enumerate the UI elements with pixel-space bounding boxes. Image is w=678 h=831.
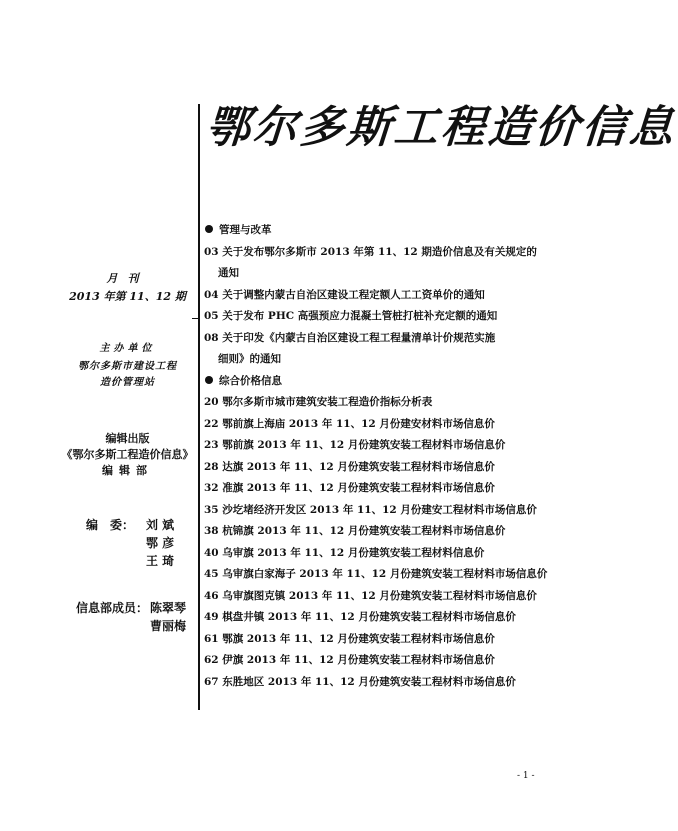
rule-tick	[192, 318, 200, 319]
toc-page-number: 20	[204, 396, 219, 408]
table-of-contents	[204, 220, 574, 693]
toc-entry-text: 鄂前旗 2013 年 11、12 月份建筑安装工程材料市场信息价	[222, 439, 506, 451]
sponsor-heading: 主办单位	[99, 343, 156, 354]
editor-name: 刘 斌	[146, 518, 175, 532]
toc-page-number: 45	[204, 568, 219, 580]
toc-entry-text: 乌审旗白家海子 2013 年 11、12 月份建筑安装工程材料市场信息价	[222, 568, 548, 580]
editorial-line: 编辑部	[102, 464, 153, 477]
toc-entry-text: 关于发布鄂尔多斯市 2013 年第 11、12 期造价信息及有关规定的	[222, 245, 537, 258]
toc-entry-text: 准旗 2013 年 11、12 月份建筑安装工程材料市场信息价	[222, 482, 495, 494]
toc-entry	[204, 285, 574, 307]
editorial-line: 编辑出版	[105, 432, 150, 445]
toc-page-number: 08	[204, 331, 219, 344]
toc-entry-text: 棋盘井镇 2013 年 11、12 月份建筑安装工程材料市场信息价	[222, 611, 516, 623]
info-staff-label: 信息部成员：	[76, 601, 149, 615]
issue-kind: 月刊	[106, 272, 149, 285]
toc-page-number: 03	[204, 245, 219, 258]
vertical-rule	[198, 104, 200, 710]
toc-entry-text: 鄂旗 2013 年 11、12 月份建筑安装工程材料市场信息价	[222, 632, 495, 645]
sponsor-line: 鄂尔多斯市建设工程	[78, 361, 177, 372]
info-staff-name: 曹丽梅	[150, 619, 187, 633]
toc-entry-text: 鄂尔多斯市城市建筑安装工程造价指标分析表	[222, 396, 433, 408]
bullet-icon	[205, 376, 213, 384]
toc-entry	[204, 564, 574, 586]
editors-label: 编 委：	[86, 518, 135, 532]
toc-page-number: 28	[204, 460, 219, 473]
toc-entry	[204, 586, 574, 608]
toc-entry	[204, 328, 574, 350]
toc-entry	[204, 650, 574, 672]
toc-entry-text: 沙圪堵经济开发区 2013 年 11、12 月份建安工程材料市场信息价	[222, 503, 537, 516]
toc-page-number: 67	[204, 675, 219, 688]
toc-entry-text: 乌审旗 2013 年 11、12 月份建筑安装工程材料信息价	[222, 546, 485, 559]
page-number: - 1 -	[517, 771, 535, 781]
toc-page-number: 04	[204, 288, 219, 301]
toc-page-number: 22	[204, 417, 219, 430]
toc-page-number: 23	[204, 439, 219, 451]
toc-entry	[204, 521, 574, 543]
toc-page-number: 40	[204, 546, 219, 559]
sponsor-line: 造价管理站	[100, 377, 155, 388]
toc-page-number: 05	[204, 310, 219, 322]
toc-page-number: 46	[204, 589, 219, 602]
toc-page-number: 62	[204, 654, 219, 666]
toc-entry	[204, 392, 574, 414]
bullet-icon	[205, 225, 213, 233]
issue-date: 2013 年第 11、12 期	[69, 290, 186, 303]
toc-entry	[204, 306, 574, 328]
toc-entry-text: 关于发布 PHC 高强预应力混凝土管桩打桩补充定额的通知	[222, 310, 498, 322]
toc-entry	[204, 543, 574, 565]
toc-entry-text: 关于调整内蒙古自治区建设工程定额人工工资单价的通知	[222, 288, 485, 301]
toc-entry	[204, 435, 574, 457]
toc-entry	[204, 629, 574, 651]
toc-page-number: 32	[204, 482, 219, 494]
toc-entry	[204, 607, 574, 629]
toc-section-heading: 管理与改革	[204, 220, 574, 242]
toc-entry-text: 关于印发《内蒙古自治区建设工程工程量清单计价规范实施	[222, 331, 496, 344]
info-staff-name: 陈翠琴	[150, 601, 187, 615]
toc-entry-text: 伊旗 2013 年 11、12 月份建筑安装工程材料市场信息价	[222, 654, 495, 666]
toc-page-number: 61	[204, 632, 219, 645]
toc-entry	[204, 457, 574, 479]
editor-name: 王 琦	[146, 554, 175, 568]
toc-entry-continuation: 通知	[218, 267, 239, 279]
toc-entry-text: 乌审旗图克镇 2013 年 11、12 月份建筑安装工程材料市场信息价	[222, 589, 537, 602]
toc-entry	[204, 672, 574, 694]
toc-entry	[204, 500, 574, 522]
toc-entry	[204, 414, 574, 436]
toc-page-number: 49	[204, 611, 219, 623]
toc-entry-text: 达旗 2013 年 11、12 月份建筑安装工程材料市场信息价	[222, 460, 495, 473]
toc-entry-text: 鄂前旗上海庙 2013 年 11、12 月份建安材料市场信息价	[222, 417, 495, 430]
page-title: 鄂尔多斯工程造价信息	[204, 102, 678, 153]
toc-entry-text: 杭锦旗 2013 年 11、12 月份建筑安装工程材料市场信息价	[222, 525, 506, 537]
toc-entry	[204, 242, 574, 264]
toc-page-number: 38	[204, 525, 219, 537]
toc-entry-text: 东胜地区 2013 年 11、12 月份建筑安装工程材料市场信息价	[222, 675, 516, 688]
toc-entry-continuation: 细则》的通知	[218, 353, 281, 365]
toc-page-number: 35	[204, 503, 219, 516]
editor-name: 鄂 彦	[146, 536, 175, 550]
toc-section-heading: 综合价格信息	[204, 371, 574, 393]
toc-entry	[204, 478, 574, 500]
editorial-line: 《鄂尔多斯工程造价信息》	[61, 448, 194, 461]
